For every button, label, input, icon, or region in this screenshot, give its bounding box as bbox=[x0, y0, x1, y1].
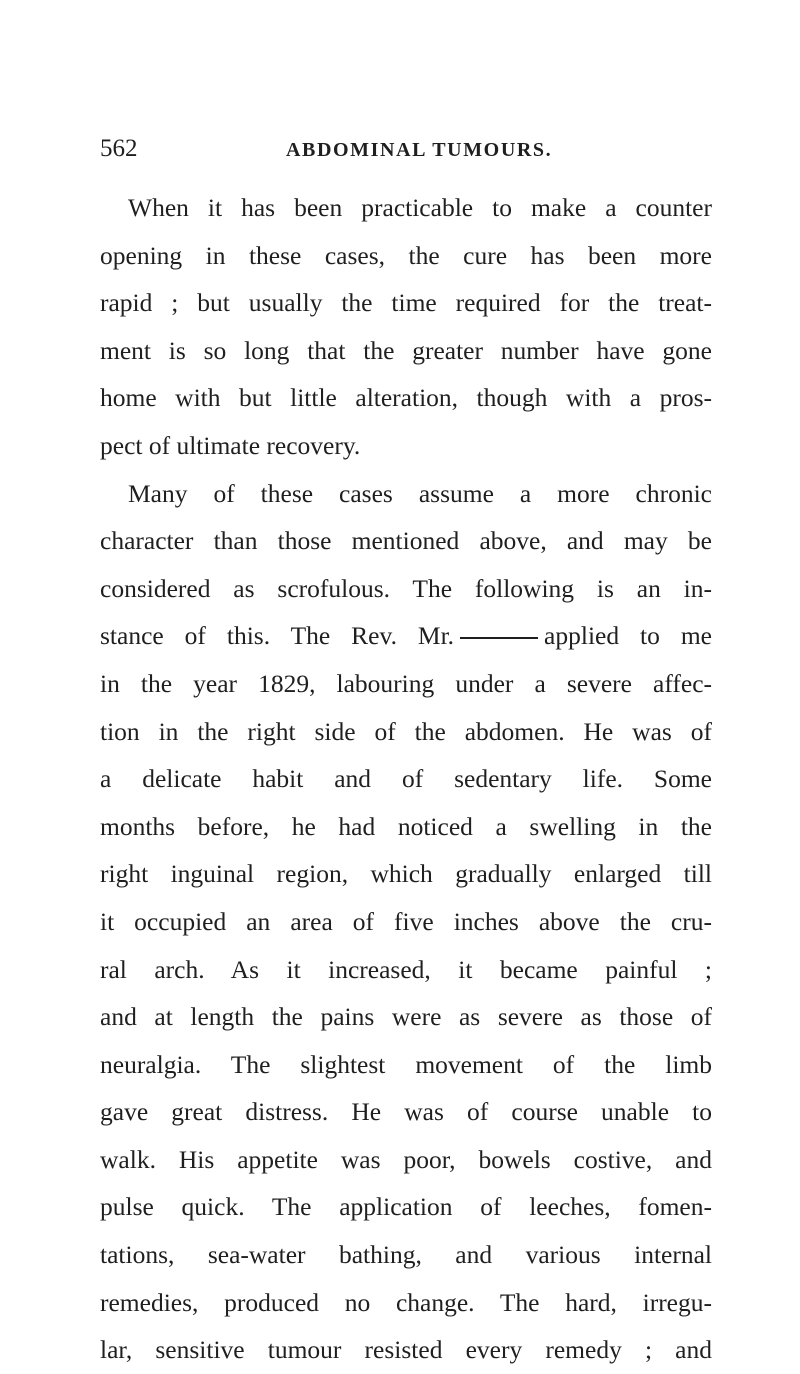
text-line-20: gave great distress. He was of course unable to bbox=[100, 1097, 712, 1127]
text-line-17: ral arch. As it increased, it became painful ; bbox=[100, 954, 712, 984]
text-line-24: remedies, produced no change. The hard, irregu- bbox=[100, 1287, 712, 1317]
text-line-3: rapid ; but usually the time required for the treat- bbox=[100, 288, 712, 318]
text-line-19: neuralgia. The slightest movement of the limb bbox=[100, 1049, 712, 1079]
text-line-5: home with but little alteration, though with a pros- bbox=[100, 383, 712, 413]
body-text bbox=[100, 184, 712, 1374]
text-line-22: pulse quick. The application of leeches, fomen- bbox=[100, 1192, 712, 1222]
name-omission-dash bbox=[460, 637, 538, 639]
text-line-11: in the year 1829, labouring under a severe affec- bbox=[100, 668, 712, 698]
text-line-6: pect of ultimate recovery. bbox=[100, 430, 361, 460]
text-line-15: right inguinal region, which gradually enlarged till bbox=[100, 859, 712, 889]
text-line-14: months before, he had noticed a swelling in the bbox=[100, 811, 712, 841]
text-line-1: When it has been practicable to make a counter bbox=[128, 193, 712, 222]
text-line-7: Many of these cases assume a more chronic bbox=[128, 478, 712, 508]
page-header bbox=[0, 132, 800, 166]
text-line-12: tion in the right side of the abdomen. He was of bbox=[100, 716, 712, 746]
text-line-10-start: stance of this. The Rev. Mr. bbox=[100, 621, 455, 651]
text-line-10 bbox=[100, 612, 712, 660]
text-line-18: and at length the pains were as severe as those of bbox=[100, 1002, 712, 1032]
text-line-9: considered as scrofulous. The following is an in- bbox=[100, 573, 712, 603]
text-line-4: ment is so long that the greater number have gone bbox=[100, 335, 712, 365]
running-title: ABDOMINAL TUMOURS. bbox=[286, 139, 553, 161]
text-line-13: a delicate habit and of sedentary life. Some bbox=[100, 764, 712, 794]
text-line-16: it occupied an area of five inches above the cru- bbox=[100, 906, 712, 936]
text-line-25: lar, sensitive tumour resisted every remedy ; and bbox=[100, 1335, 712, 1365]
text-line-2: opening in these cases, the cure has been more bbox=[100, 240, 712, 270]
page-number: 562 bbox=[100, 135, 138, 162]
text-line-23: tations, sea-water bathing, and various internal bbox=[100, 1240, 712, 1270]
text-line-10-end: applied to me bbox=[544, 621, 712, 651]
text-line-21: walk. His appetite was poor, bowels costive, and bbox=[100, 1144, 712, 1174]
text-line-8: character than those mentioned above, and may be bbox=[100, 526, 712, 556]
